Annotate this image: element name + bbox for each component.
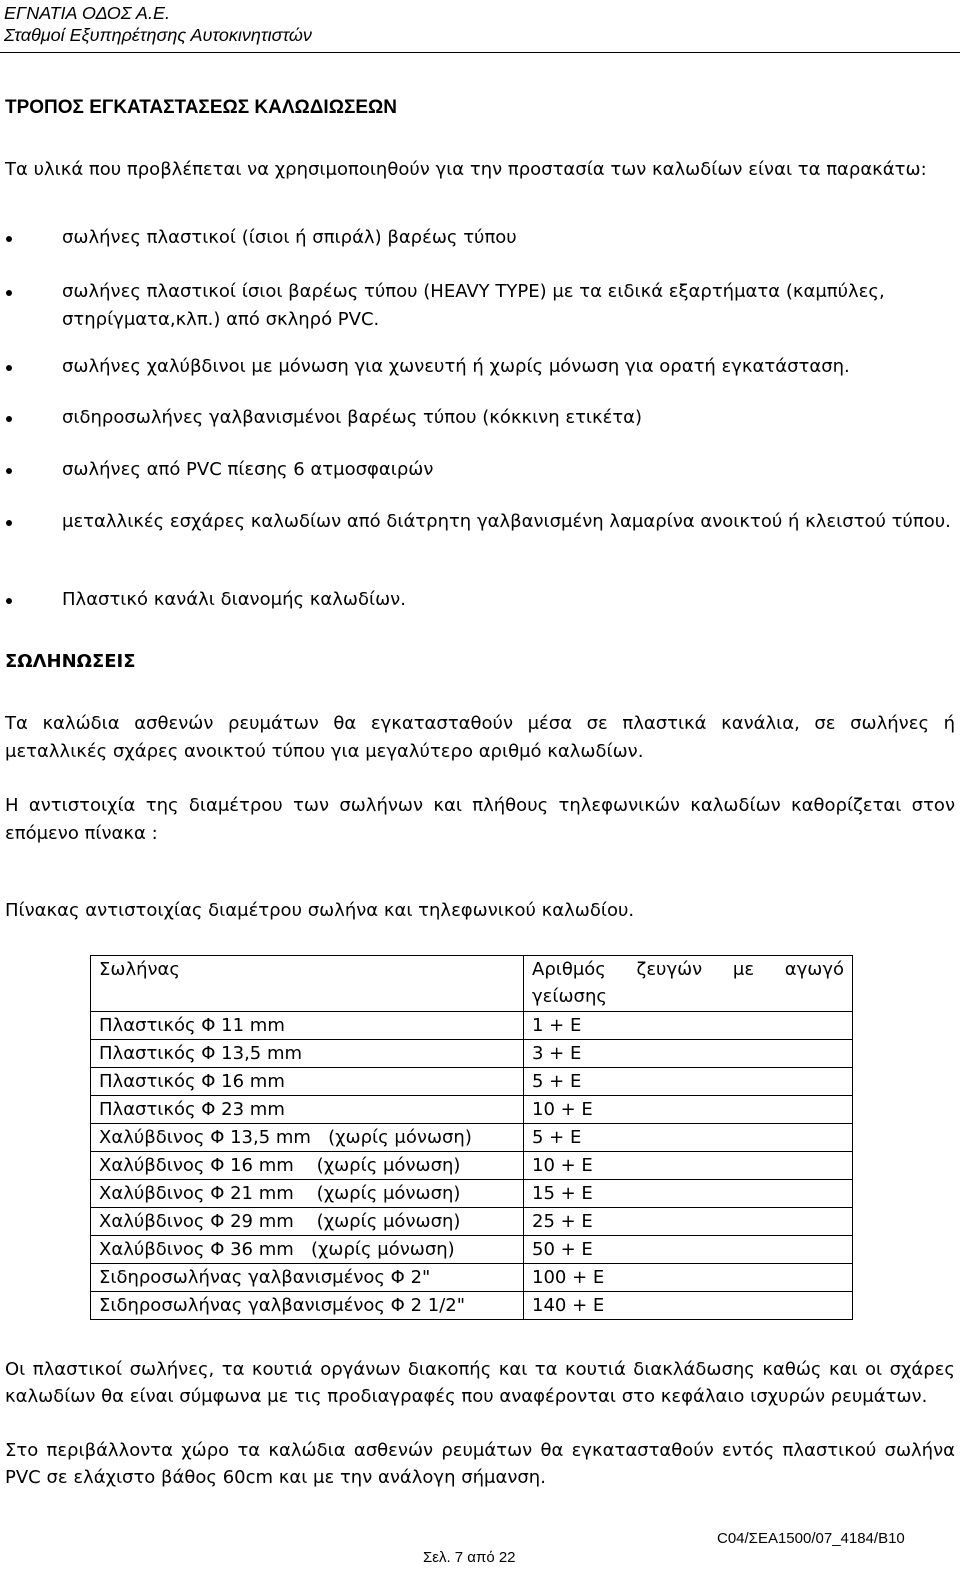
- table-cell: 3 + Ε: [524, 1040, 853, 1068]
- list-item-text: μεταλλικές εσχάρες καλωδίων από διάτρητη γαλβανισμένη λαμαρίνα ανοικτού ή κλειστού τύπου.: [62, 511, 951, 532]
- bullet-icon: [6, 290, 12, 296]
- table-cell: 140 + Ε: [524, 1292, 853, 1320]
- table-row: [91, 1264, 853, 1292]
- table-cell: 10 + Ε: [524, 1152, 853, 1180]
- bullet-icon: [6, 468, 12, 474]
- table-row: [91, 1292, 853, 1320]
- list-item-text: σωλήνες χαλύβδινοι με μόνωση για χωνευτή ή χωρίς μόνωση για ορατή εγκατάσταση.: [62, 356, 850, 377]
- bullet-icon: [6, 520, 12, 526]
- table-cell: 25 + Ε: [524, 1208, 853, 1236]
- table-cell: Χαλύβδινος Φ 36 mm (χωρίς μόνωση): [91, 1236, 524, 1264]
- section-title: ΤΡΟΠΟΣ ΕΓΚΑΤΑΣΤΑΣΕΩΣ ΚΑΛΩΔΙΩΣΕΩΝ: [5, 97, 397, 118]
- table-cell: Πλαστικός Φ 11 mm: [91, 1012, 524, 1040]
- table-cell: 5 + Ε: [524, 1124, 853, 1152]
- table-cell: Πλαστικός Φ 13,5 mm: [91, 1040, 524, 1068]
- section-heading: ΣΩΛΗΝΩΣΕΙΣ: [5, 651, 136, 672]
- table-row: [91, 1180, 853, 1208]
- body-paragraph: Οι πλαστικοί σωλήνες, τα κουτιά οργάνων διακοπής και τα κουτιά διακλάδωσης καθώς και οι σχάρες καλωδίων θα είναι σύμφωνα με τις προδιαγραφές που αναφέρονται στο κεφάλαιο ισχυρών ρευμάτων.: [5, 1359, 955, 1407]
- table-caption: Πίνακας αντιστοιχίας διαμέτρου σωλήνα και τηλεφωνικού καλωδίου.: [5, 900, 635, 921]
- table-cell: Χαλύβδινος Φ 29 mm (χωρίς μόνωση): [91, 1208, 524, 1236]
- table-row: [91, 1124, 853, 1152]
- table-cell: 15 + Ε: [524, 1180, 853, 1208]
- table-cell: Χαλύβδινος Φ 13,5 mm (χωρίς μόνωση): [91, 1124, 524, 1152]
- table-row: [91, 1068, 853, 1096]
- list-item-text: σιδηροσωλήνες γαλβανισμένοι βαρέως τύπου (κόκκινη ετικέτα): [62, 407, 643, 428]
- table-cell: 1 + Ε: [524, 1012, 853, 1040]
- bullet-icon: [6, 598, 12, 604]
- table-cell: Πλαστικός Φ 23 mm: [91, 1096, 524, 1124]
- table-header-row: [91, 956, 853, 1012]
- header-subtitle: Σταθμοί Εξυπηρέτησης Αυτοκινητιστών: [4, 25, 312, 45]
- intro-paragraph: Τα υλικά που προβλέπεται να χρησιμοποιηθούν για την προστασία των καλωδίων είναι τα παρακάτω:: [5, 159, 927, 180]
- bullet-icon: [6, 365, 12, 371]
- table-row: [91, 1152, 853, 1180]
- table-header-cell: Αριθμός ζευγών με αγωγό γείωσης: [524, 956, 853, 1012]
- table-cell: Χαλύβδινος Φ 21 mm (χωρίς μόνωση): [91, 1180, 524, 1208]
- table-cell: Πλαστικός Φ 16 mm: [91, 1068, 524, 1096]
- table-cell: 50 + Ε: [524, 1236, 853, 1264]
- document-code: C04/ΣΕΑ1500/07_4184/Β10: [717, 1530, 905, 1547]
- table-cell: 10 + Ε: [524, 1096, 853, 1124]
- company-name: ΕΓΝΑΤΙΑ ΟΔΟΣ Α.Ε.: [4, 3, 170, 23]
- table-row: [91, 1236, 853, 1264]
- bullet-icon: [6, 416, 12, 422]
- table-cell: Σιδηροσωλήνας γαλβανισμένος Φ 2 1/2": [91, 1292, 524, 1320]
- table-header-cell: Σωλήνας: [91, 956, 524, 1012]
- list-item-text: σωλήνες από PVC πίεσης 6 ατμοσφαιρών: [62, 459, 434, 480]
- document-header: [4, 2, 312, 46]
- page-number: Σελ. 7 από 22: [423, 1549, 516, 1566]
- body-paragraph: Τα καλώδια ασθενών ρευμάτων θα εγκατασταθούν μέσα σε πλαστικά κανάλια, σε σωλήνες ή μεταλλικές σχάρες ανοικτού τύπου για μεγαλύτερο αριθμό καλωδίων.: [5, 713, 955, 762]
- table-cell: 5 + Ε: [524, 1068, 853, 1096]
- list-item-text: σωλήνες πλαστικοί (ίσιοι ή σπιράλ) βαρέως τύπου: [62, 227, 517, 248]
- table-row: [91, 1096, 853, 1124]
- bullet-icon: [6, 236, 12, 242]
- pipe-cable-table: [90, 955, 853, 1320]
- header-rule: [0, 52, 960, 53]
- table-row: [91, 1040, 853, 1068]
- list-item-text: Πλαστικό κανάλι διανομής καλωδίων.: [62, 589, 406, 610]
- body-paragraph: Στο περιβάλλοντα χώρο τα καλώδια ασθενών ρευμάτων θα εγκατασταθούν εντός πλαστικού σωλήνα PVC σε ελάχιστο βάθος 60cm και με την ανάλογη σήμανση.: [5, 1440, 955, 1488]
- body-paragraph: Η αντιστοιχία της διαμέτρου των σωλήνων και πλήθους τηλεφωνικών καλωδίων καθορίζεται στον επόμενο πίνακα :: [5, 795, 955, 844]
- table-cell: 100 + Ε: [524, 1264, 853, 1292]
- table-cell: Σιδηροσωλήνας γαλβανισμένος Φ 2": [91, 1264, 524, 1292]
- table-cell: Χαλύβδινος Φ 16 mm (χωρίς μόνωση): [91, 1152, 524, 1180]
- list-item-text: σωλήνες πλαστικοί ίσιοι βαρέως τύπου (HEAVY TYPE) με τα ειδικά εξαρτήματα (καμπύλες, στηρίγματα,κλπ.) από σκληρό PVC.: [62, 281, 885, 330]
- table-row: [91, 1208, 853, 1236]
- table-row: [91, 1012, 853, 1040]
